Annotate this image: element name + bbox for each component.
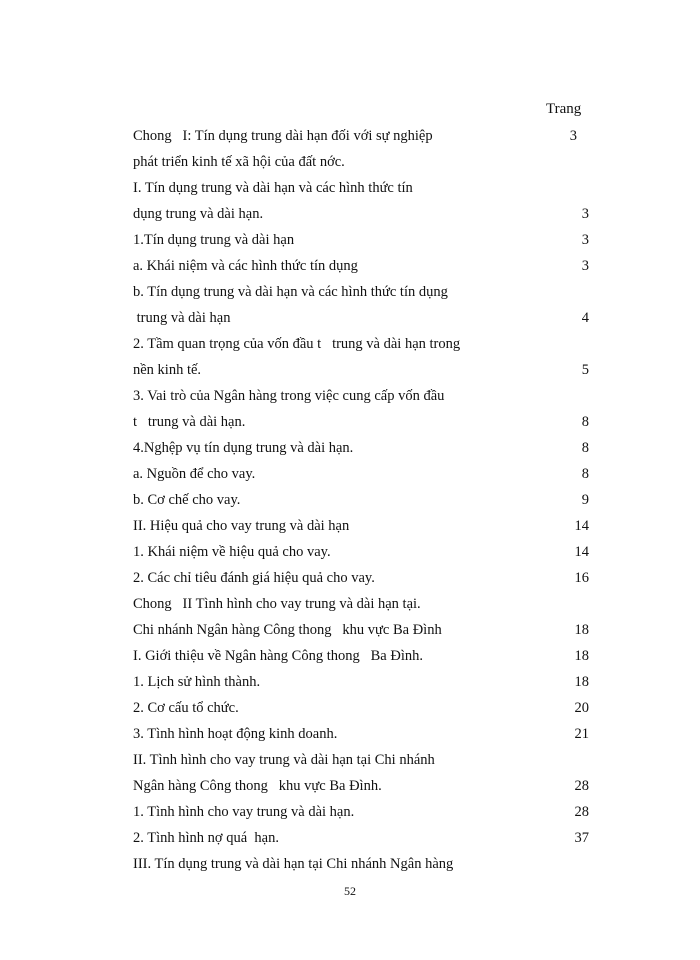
toc-entry-text: II. Hiệu quả cho vay trung và dài hạn bbox=[133, 518, 350, 534]
toc-entry-text: Chong I: Tín dụng trung dài hạn đối với sự nghiệp bbox=[133, 128, 433, 144]
toc-entry-text: t trung và dài hạn. bbox=[133, 414, 246, 430]
toc-entry-text: 2. Tình hình nợ quá hạn. bbox=[133, 830, 279, 846]
toc-entry-text: 3. Tình hình hoạt động kinh doanh. bbox=[133, 726, 338, 742]
toc-row bbox=[133, 283, 589, 309]
toc-entry-text: 1.Tín dụng trung và dài hạn bbox=[133, 232, 295, 248]
toc-row bbox=[133, 829, 589, 855]
toc-entry-text: a. Khái niệm và các hình thức tín dụng bbox=[133, 258, 358, 274]
toc-row bbox=[133, 543, 589, 569]
page-column-header: Trang bbox=[546, 101, 582, 117]
toc-page-number: 16 bbox=[574, 570, 589, 586]
toc-page-number: 3 bbox=[581, 232, 589, 248]
toc-entry-text: Ngân hàng Công thong khu vực Ba Đình. bbox=[133, 778, 382, 794]
toc-page-number: 21 bbox=[574, 726, 589, 742]
toc-row bbox=[133, 361, 589, 387]
toc-row bbox=[133, 621, 589, 647]
toc-page-number: 8 bbox=[581, 466, 589, 482]
toc-row bbox=[133, 257, 589, 283]
toc-page-number: 18 bbox=[574, 674, 589, 690]
toc-entry-text: trung và dài hạn bbox=[133, 310, 231, 326]
toc-page-number: 28 bbox=[574, 778, 589, 794]
toc-entry-text: dụng trung và dài hạn. bbox=[133, 206, 264, 222]
toc-entry-text: 3. Vai trò của Ngân hàng trong việc cung cấp vốn đầu bbox=[133, 388, 445, 404]
toc-row bbox=[133, 127, 589, 153]
toc-entry-text: b. Cơ chế cho vay. bbox=[133, 492, 241, 508]
toc-entry-text: phát triển kinh tế xã hội của đất nớc. bbox=[133, 154, 345, 170]
toc-entry-text: Chi nhánh Ngân hàng Công thong khu vực Ba Đình bbox=[133, 622, 442, 638]
toc-row bbox=[133, 517, 589, 543]
toc-row bbox=[133, 439, 589, 465]
toc-entry-text: 2. Các chỉ tiêu đánh giá hiệu quả cho vay. bbox=[133, 570, 375, 586]
toc-page-number: 4 bbox=[581, 310, 589, 326]
toc-row bbox=[133, 725, 589, 751]
toc-entry-text: I. Tín dụng trung và dài hạn và các hình thức tín bbox=[133, 180, 413, 196]
toc-row bbox=[133, 335, 589, 361]
table-of-contents bbox=[133, 127, 589, 881]
toc-entry-text: III. Tín dụng trung và dài hạn tại Chi nhánh Ngân hàng bbox=[133, 856, 454, 872]
toc-page-number: 14 bbox=[574, 544, 589, 560]
toc-page-number: 20 bbox=[574, 700, 589, 716]
toc-row bbox=[133, 153, 589, 179]
toc-row bbox=[133, 777, 589, 803]
toc-page-number: 3 bbox=[569, 128, 577, 144]
toc-page-number: 18 bbox=[574, 648, 589, 664]
toc-row bbox=[133, 595, 589, 621]
toc-row bbox=[133, 387, 589, 413]
toc-entry-text: 2. Tầm quan trọng của vốn đầu t trung và dài hạn trong bbox=[133, 336, 461, 352]
toc-row bbox=[133, 179, 589, 205]
page-number: 52 bbox=[344, 884, 356, 898]
toc-page-number: 18 bbox=[574, 622, 589, 638]
toc-entry-text: 1. Khái niệm về hiệu quả cho vay. bbox=[133, 544, 331, 560]
toc-row bbox=[133, 751, 589, 777]
toc-entry-text: 1. Lịch sử hình thành. bbox=[133, 674, 261, 690]
toc-row bbox=[133, 205, 589, 231]
toc-row bbox=[133, 569, 589, 595]
toc-entry-text: 4.Nghệp vụ tín dụng trung và dài hạn. bbox=[133, 440, 354, 456]
toc-row bbox=[133, 491, 589, 517]
toc-row bbox=[133, 231, 589, 257]
toc-entry-text: b. Tín dụng trung và dài hạn và các hình thức tín dụng bbox=[133, 284, 448, 300]
toc-page-number: 3 bbox=[581, 258, 589, 274]
toc-page-number: 37 bbox=[574, 830, 589, 846]
toc-page-number: 28 bbox=[574, 804, 589, 820]
toc-entry-text: a. Nguồn để cho vay. bbox=[133, 466, 256, 482]
toc-row bbox=[133, 855, 589, 881]
toc-entry-text: I. Giới thiệu về Ngân hàng Công thong Ba Đình. bbox=[133, 648, 423, 664]
toc-entry-text: 1. Tình hình cho vay trung và dài hạn. bbox=[133, 804, 355, 820]
toc-row bbox=[133, 803, 589, 829]
toc-entry-text: 2. Cơ cấu tổ chức. bbox=[133, 700, 239, 716]
toc-entry-text: II. Tình hình cho vay trung và dài hạn tại Chi nhánh bbox=[133, 752, 435, 768]
toc-page-number: 9 bbox=[581, 492, 589, 508]
toc-entry-text: nền kinh tế. bbox=[133, 362, 202, 378]
toc-page-number: 14 bbox=[574, 518, 589, 534]
toc-entry-text: Chong II Tình hình cho vay trung và dài hạn tại. bbox=[133, 596, 421, 612]
toc-row bbox=[133, 465, 589, 491]
toc-page-number: 8 bbox=[581, 414, 589, 430]
toc-row bbox=[133, 699, 589, 725]
toc-page-number: 5 bbox=[581, 362, 589, 378]
toc-row bbox=[133, 309, 589, 335]
toc-row bbox=[133, 413, 589, 439]
toc-row bbox=[133, 673, 589, 699]
toc-page-number: 8 bbox=[581, 440, 589, 456]
toc-row bbox=[133, 647, 589, 673]
toc-page-number: 3 bbox=[581, 206, 589, 222]
